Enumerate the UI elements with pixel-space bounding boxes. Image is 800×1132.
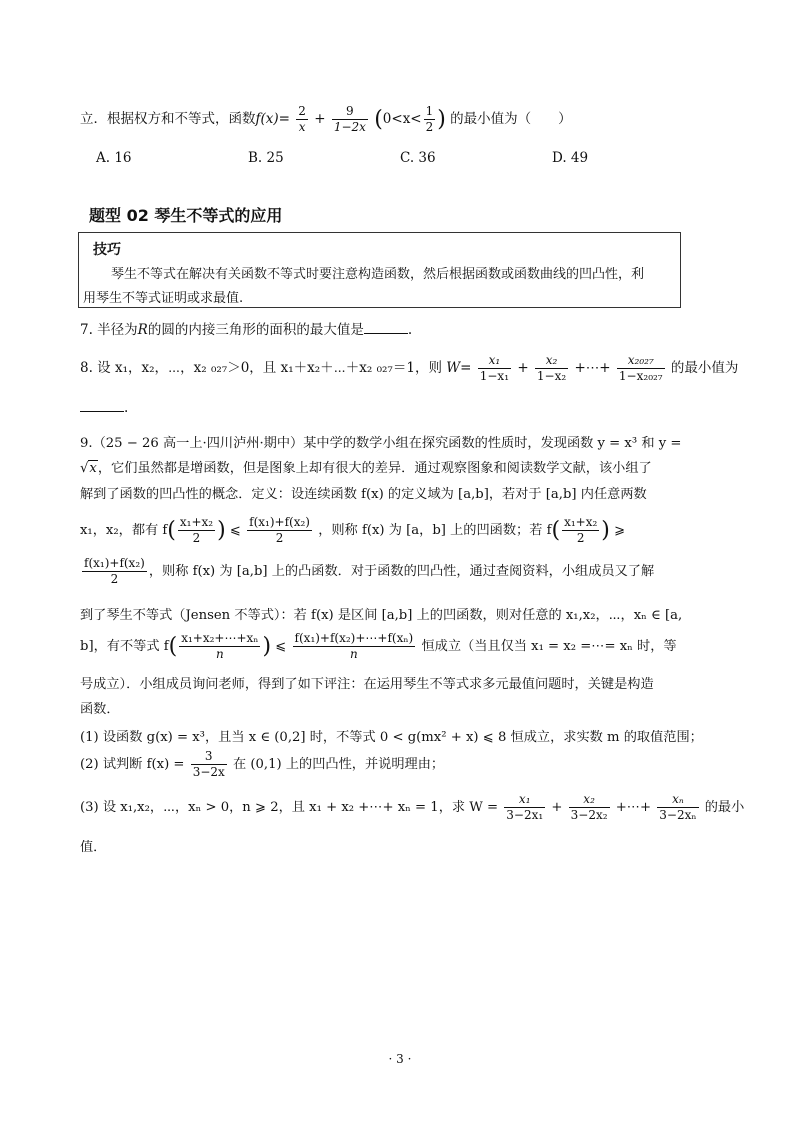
intro-prefix: 立．根据权方和不等式，函数 xyxy=(80,111,256,127)
q9-line-5: $\frac{\text{f(x₁)+f(x₂)}}{2}$ ，则称 f(x) 为 [a,b] 上的凸函数．对于函数的凹凸性，通过查阅资料，小组成员又了解 xyxy=(84,556,655,586)
tip-line-1: 琴生不等式在解决有关函数不等式时要注意构造函数，然后根据函数或函数曲线的凹凸性，利 xyxy=(111,267,645,282)
section-heading: 题型 02 琴生不等式的应用 xyxy=(89,206,283,225)
fraction-1-over-2: $\frac{1}{2}$ xyxy=(425,104,434,134)
fraction-avg-2: $\frac{\text{f(x₁)+f(x₂)}}{2}$ xyxy=(84,556,145,586)
q9-line-6: 到了琴生不等式（Jensen 不等式）：若 f(x) 是区间 [a,b] 上的凹函数，则对任意的 x₁,x₂，⋯，xₙ ∈ [a, xyxy=(80,608,683,623)
radius-var: R xyxy=(137,322,148,338)
q9-line-7: b]，有不等式 f( $\frac{\text{x₁+x₂+⋯+xₙ}}{n}$ ) ⩽ $\frac{\text{f(x₁)+f(x₂)+⋯+f(xₙ)}}{n}$ 恒成立（当且仅当 x₁ = x₂ =⋯= xₙ 时，等 xyxy=(80,631,677,661)
question-7: 7. 半径为R的圆的内接三角形的面积的最大值是 . xyxy=(80,318,720,338)
q9-part-1: (1) 设函数 g(x) = x³，且当 x ∈ (0,2] 时，不等式 0 < g(mx² + x) ⩽ 8 恒成立，求实数 m 的取值范围； xyxy=(80,730,703,745)
fraction-3-over-3-2x: $\frac{3}{3-2x}$ xyxy=(192,749,225,779)
q9-part-2: (2) 试判断 f(x) = $\frac{3}{3-2x}$ 在 (0,1) 上的凹凸性，并说明理由； xyxy=(80,749,445,779)
fraction-p3-2: $\frac{\text{x₂}}{\text{3−2x₂}}$ xyxy=(570,792,608,822)
answer-blank-7 xyxy=(364,319,408,334)
intro-line: 立．根据权方和不等式，函数f(x)= $\frac{2}{x}$ + $\frac{9}{1-2x}$ (0<x< $\frac{1}{2}$ ) 的最小值为（ ） xyxy=(80,104,572,134)
q9-line-9: 函数． xyxy=(80,702,120,717)
sqrt-x: x xyxy=(89,461,97,476)
q9-line-2: √x，它们虽然都是增函数，但是图象上却有很大的差异．通过观察图象和阅读数学文献，该小组了 xyxy=(80,461,652,476)
q9-line-3: 解到了函数的凹凸性的概念．定义：设连续函数 f(x) 的定义域为 [a,b]，若对于 [a,b] 内任意两数 xyxy=(80,487,647,502)
fraction-mid-2: $\frac{\text{x₁+x₂}}{2}$ xyxy=(564,515,598,545)
question-8: 8. 设 x₁，x₂，⋯，x₂ ₀₂₇＞0，且 x₁＋x₂＋⋯＋x₂ ₀₂₇＝1，则 W= $\frac{\text{x₁}}{\text{1−x₁}}$ + $\frac{\text{x₂}}{\text{1−x₂}}$ +⋯+ $\frac{\text{x₂₀₂₇}}{\text{1−x₂₀₂₇}}$ 的最小值为 xyxy=(80,353,739,383)
fraction-p3-n: $\frac{\text{xₙ}}{\text{3−2xₙ}}$ xyxy=(659,792,697,822)
fraction-mid-1: $\frac{\text{x₁+x₂}}{2}$ xyxy=(179,515,214,545)
page-number: · 3 · xyxy=(388,1052,412,1066)
option-b: B. 25 xyxy=(248,150,284,166)
fraction-x1: $\frac{\text{x₁}}{\text{1−x₁}}$ xyxy=(479,353,510,383)
question-8-cont: . xyxy=(80,397,720,416)
q9-line-8: 号成立）．小组成员询问老师，得到了如下评注：在运用琴生不等式求多元最值问题时，关键是构造 xyxy=(80,677,654,692)
fraction-jensen-right: $\frac{\text{f(x₁)+f(x₂)+⋯+f(xₙ)}}{n}$ xyxy=(294,631,414,661)
option-d: D. 49 xyxy=(552,150,589,166)
q9-line-4: x₁，x₂，都有 f( $\frac{\text{x₁+x₂}}{2}$ ) ⩽ $\frac{\text{f(x₁)+f(x₂)}}{2}$ ，则称 f(x) 为 [a，b] 上的凹函数；若 f( $\frac{\text{x₁+x₂}}{2}$ ) ⩾ xyxy=(80,515,626,545)
fraction-p3-1: $\frac{\text{x₁}}{\text{3−2x₁}}$ xyxy=(506,792,544,822)
domain-condition: 0<x< xyxy=(382,111,422,127)
option-a: A. 16 xyxy=(96,150,132,166)
intro-fx: f(x)= xyxy=(255,111,290,127)
fraction-9-over-1-2x: $\frac{9}{1-2x}$ xyxy=(333,104,366,134)
fraction-x2027: $\frac{\text{x₂₀₂₇}}{\text{1−x₂₀₂₇}}$ xyxy=(618,353,663,383)
intro-suffix: 的最小值为（ ） xyxy=(450,111,572,127)
fraction-2-over-x: $\frac{2}{x}$ xyxy=(298,104,306,134)
tip-box xyxy=(78,232,681,308)
q9-part-3-end: 值． xyxy=(80,840,107,855)
fraction-x2: $\frac{\text{x₂}}{\text{1−x₂}}$ xyxy=(536,353,567,383)
plus-sign: + xyxy=(314,111,326,127)
answer-blank-8 xyxy=(80,397,124,412)
fraction-jensen-left: $\frac{\text{x₁+x₂+⋯+xₙ}}{n}$ xyxy=(181,631,259,661)
q9-part-3: (3) 设 x₁,x₂，⋯，xₙ > 0，n ⩾ 2，且 x₁ + x₂ +⋯+ xₙ = 1，求 W = $\frac{\text{x₁}}{\text{3−2x₁}}$ + $\frac{\text{x₂}}{\text{3−2x₂}}$ +⋯+ $\frac{\text{xₙ}}{\text{3−2xₙ}}$ 的最小 xyxy=(80,792,745,822)
tip-title: 技巧 xyxy=(93,242,121,258)
fraction-avg-1: $\frac{\text{f(x₁)+f(x₂)}}{2}$ xyxy=(249,515,310,545)
option-c: C. 36 xyxy=(400,150,436,166)
q9-line-1: 9.（25 − 26 高一上·四川泸州·期中）某中学的数学小组在探究函数的性质时，发现函数 y = x³ 和 y = xyxy=(80,436,682,451)
tip-line-2: 用琴生不等式证明或求最值. xyxy=(83,291,244,306)
